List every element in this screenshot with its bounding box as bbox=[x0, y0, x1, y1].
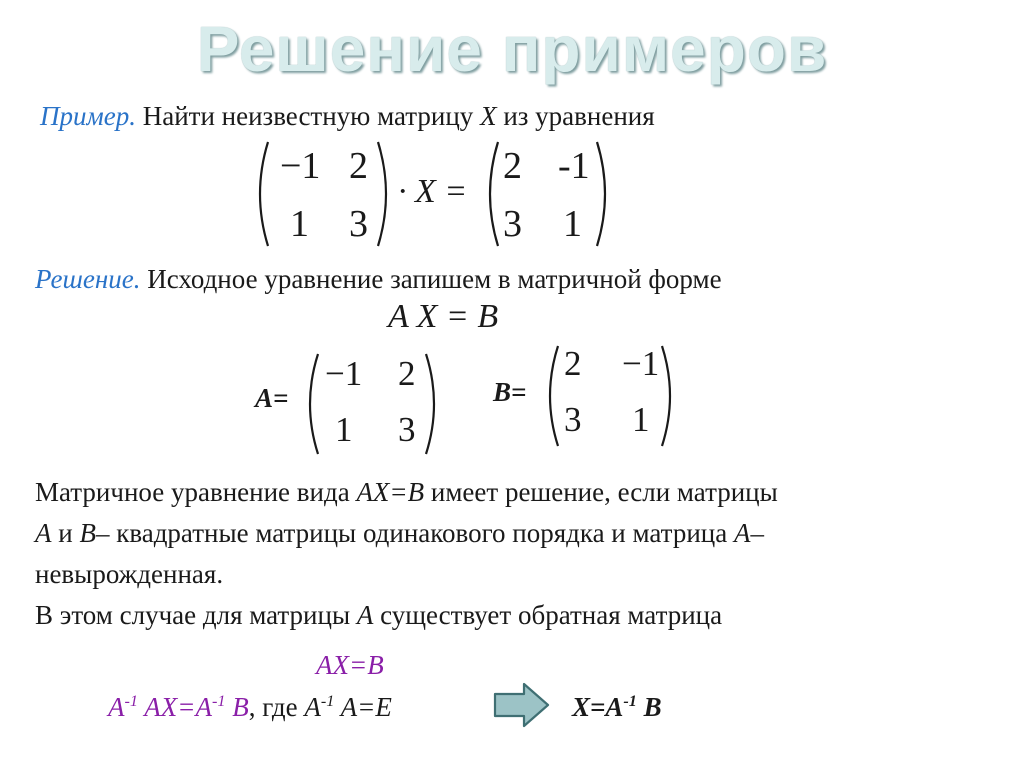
right-paren-icon bbox=[424, 350, 444, 458]
equation-1 bbox=[250, 138, 630, 258]
matrix-form-equation: A X = B bbox=[388, 298, 499, 335]
matrix-a-label: A= bbox=[255, 383, 289, 413]
matrix-cell: 1 bbox=[290, 203, 309, 245]
left-paren-icon bbox=[300, 350, 320, 458]
matrix-cell: −1 bbox=[280, 145, 321, 187]
right-paren-icon bbox=[595, 138, 615, 250]
example-label: Пример. bbox=[40, 101, 136, 131]
solution-label: Решение. bbox=[35, 264, 141, 294]
matrix-cell: 2 bbox=[398, 354, 416, 393]
example-text: Найти неизвестную матрицу X из уравнения bbox=[142, 101, 655, 131]
paragraph-line: A и B– квадратные матрицы одинакового порядка и матрица A– bbox=[35, 518, 764, 548]
solution-text: Исходное уравнение запишем в матричной форме bbox=[147, 264, 722, 294]
example-line bbox=[40, 101, 655, 132]
condition-paragraph bbox=[35, 472, 778, 595]
inverse-paragraph: В этом случае для матрицы A существует обратная матрица bbox=[35, 600, 723, 630]
left-paren-icon bbox=[480, 138, 500, 250]
purple-equation: AX=B bbox=[316, 650, 384, 680]
right-paren-icon bbox=[660, 342, 680, 450]
matrix-cell: 2 bbox=[349, 145, 368, 187]
matrix-cell: 3 bbox=[349, 203, 368, 245]
equation-operator: · X = bbox=[398, 173, 468, 210]
matrix-cell: 1 bbox=[563, 203, 582, 245]
matrix-a bbox=[300, 350, 450, 460]
matrix-cell: 2 bbox=[503, 145, 522, 187]
matrix-cell: −1 bbox=[622, 344, 660, 383]
matrix-cell: 2 bbox=[564, 344, 582, 383]
left-paren-icon bbox=[540, 342, 560, 450]
result-equation: $X=A^{-1}$ B bbox=[572, 692, 662, 722]
matrix-cell: 3 bbox=[503, 203, 522, 245]
matrix-cell: -1 bbox=[558, 145, 590, 187]
slide-title: Решение примеров bbox=[196, 13, 828, 85]
matrix-cell: 1 bbox=[632, 400, 650, 439]
matrix-cell: 3 bbox=[398, 410, 416, 449]
paragraph-line: невырожденная. bbox=[35, 559, 224, 589]
right-arrow-icon bbox=[492, 680, 552, 730]
matrix-cell: 1 bbox=[335, 410, 353, 449]
matrix-cell: −1 bbox=[325, 354, 363, 393]
matrix-b-label: B= bbox=[493, 377, 527, 407]
final-equation: $A^{-1}$ $AX=A^{-1}$ B, где $A^{-1}$ A=E bbox=[108, 692, 392, 722]
paragraph-line: Матричное уравнение вида AX=B имеет решение, если матрицы bbox=[35, 477, 778, 507]
solution-line bbox=[35, 264, 722, 295]
right-paren-icon bbox=[376, 138, 396, 250]
matrix-cell: 3 bbox=[564, 400, 582, 439]
left-paren-icon bbox=[250, 138, 270, 250]
matrix-b bbox=[540, 342, 690, 452]
